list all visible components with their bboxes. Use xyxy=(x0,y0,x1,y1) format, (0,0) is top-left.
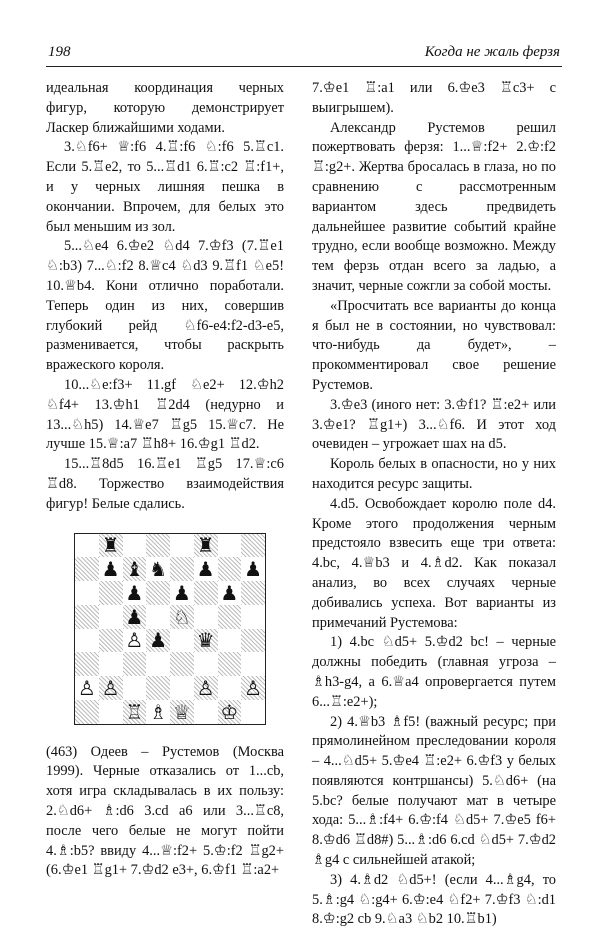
square-h8 xyxy=(241,534,265,558)
square-g1 xyxy=(218,700,242,724)
paragraph: 2) 4.♕b3 ♗f5! (важный ресурс; при прямолинейном преследовании короля – 4...♘d5+ 5.♔e4 ♖:e2+ 6.♔f3 у белых появляются контршансы) 5.♘d6+ (на 5.bc? белые получают мат в четыре хода: 5...♗:f4+ 6.♔:f4 ♘d5+ 7.♔e5 f6+ 8.♔d6 ♖d8#) 5...♗:d6 6.cd ♘d5+ 7.♔d2 ♗g4 с сильнейшей атакой; xyxy=(312,713,556,869)
square-f4 xyxy=(194,629,218,653)
chess-piece-icon: ♘ xyxy=(172,604,191,629)
left-column xyxy=(46,79,284,881)
square-g5 xyxy=(218,605,242,629)
square-d2 xyxy=(146,676,170,700)
chess-piece-icon: ♟ xyxy=(244,557,263,582)
square-g6 xyxy=(218,581,242,605)
square-a6 xyxy=(75,581,99,605)
square-b5 xyxy=(99,605,123,629)
paragraph: 4.d5. Освобождает королю поле d4. Кроме этого продолжения черным предстояло взвесить еще три ответа: 4.bc, 4.♕b3 и 4.♗d2. Как показал анализ, во всех случаях черные добивались успеха. Вот варианты из примечаний Рустемова: xyxy=(312,495,556,631)
running-title: Когда не жаль ферзя xyxy=(424,44,560,60)
square-e7 xyxy=(170,557,194,581)
chess-piece-icon: ♔ xyxy=(220,699,239,724)
paragraph: 3.♔e3 (иного нет: 3.♔f1? ♖:e2+ или 3.♔e1? ♖g1+) 3...♘f6. И этот ход очевиден – угрожает шах на d5. xyxy=(312,396,556,453)
square-f2 xyxy=(194,676,218,700)
chess-piece-icon: ♞ xyxy=(149,557,168,582)
paragraph: 7.♔e1 ♖:a1 или 6.♔e3 ♖c3+ с выигрышем). xyxy=(312,80,556,116)
square-g4 xyxy=(218,629,242,653)
square-d8 xyxy=(146,534,170,558)
square-a4 xyxy=(75,629,99,653)
paragraph: 5...♘e4 6.♔e2 ♘d4 7.♔f3 (7.♖e1 ♘:b3) 7...♘:f2 8.♕c4 ♘d3 9.♖f1 ♘e5! 10.♕b4. Кони отлично поработали. Теперь один из них, совершив глубокий рейд ♘f6-e4:f2-d3-e5, разменивается, чтобы раскрыть вражеского короля. xyxy=(46,238,284,374)
chess-piece-icon: ♟ xyxy=(196,557,215,582)
square-b2 xyxy=(99,676,123,700)
square-h2 xyxy=(241,676,265,700)
square-a7 xyxy=(75,557,99,581)
right-column xyxy=(312,79,556,930)
header-rule xyxy=(46,66,562,67)
square-a8 xyxy=(75,534,99,558)
square-h6 xyxy=(241,581,265,605)
square-a2 xyxy=(75,676,99,700)
paragraph: 1) 4.bc ♘d5+ 5.♔d2 bc! – черные должны победить (главная угроза – ♗h3-g4, а 6.♕a4 опровергается путем 6...♖:e2+); xyxy=(312,634,556,710)
chess-piece-icon: ♜ xyxy=(101,533,120,558)
square-h5 xyxy=(241,605,265,629)
square-f7 xyxy=(194,557,218,581)
paragraph: 15...♖8d5 16.♖e1 ♖g5 17.♕:c6 ♖d8. Торжество взаимодействия фигур! Белые сдались. xyxy=(46,456,284,512)
square-g8 xyxy=(218,534,242,558)
chess-piece-icon: ♟ xyxy=(125,604,144,629)
square-a3 xyxy=(75,652,99,676)
square-f1 xyxy=(194,700,218,724)
square-b3 xyxy=(99,652,123,676)
chess-piece-icon: ♟ xyxy=(172,580,191,605)
chess-board xyxy=(74,533,266,725)
square-b4 xyxy=(99,629,123,653)
square-b1 xyxy=(99,700,123,724)
paragraph: 3.♘f6+ ♕:f6 4.♖:f6 ♘:f6 5.♖c1. Если 5.♖e2, то 5...♖d1 6.♖:c2 ♖:f1+, и у черных лишняя пешка в окончании. Впрочем, для белых это был меньшим из зол. xyxy=(46,139,284,235)
chess-piece-icon: ♜ xyxy=(196,533,215,558)
square-f8 xyxy=(194,534,218,558)
paragraph: 3) 4.♗d2 ♘d5+! (если 4...♗g4, то 5.♗:g4 ♘:g4+ 6.♔:e4 ♘f2+ 7.♔f3 ♘:d1 8.♔:g2 cb 9.♘a3 ♘b2 10.♖b1) xyxy=(312,871,556,928)
chess-piece-icon: ♟ xyxy=(149,628,168,653)
square-c3 xyxy=(123,652,147,676)
square-a1 xyxy=(75,700,99,724)
square-h7 xyxy=(241,557,265,581)
chess-piece-icon: ♕ xyxy=(172,699,191,724)
square-e2 xyxy=(170,676,194,700)
paragraph: Александр Рустемов решил пожертвовать ферзя: 1...♕:f2+ 2.♔:f2 ♖:g2+. Жертва бросалась в глаза, но по сравнению с рассмотренным вариантом здесь предвидеть дальнейшее развитие событий крайне трудно, если вообще возможно. Между тем ферзь отдан всего за ладью, а значит, черные сожгли за собой мосты. xyxy=(312,119,556,294)
square-d5 xyxy=(146,605,170,629)
square-c8 xyxy=(123,534,147,558)
square-b7 xyxy=(99,557,123,581)
square-c5 xyxy=(123,605,147,629)
square-e1 xyxy=(170,700,194,724)
chess-piece-icon: ♛ xyxy=(196,628,215,653)
chess-piece-icon: ♙ xyxy=(101,675,120,700)
chess-piece-icon: ♟ xyxy=(125,580,144,605)
square-d4 xyxy=(146,629,170,653)
square-c6 xyxy=(123,581,147,605)
square-e5 xyxy=(170,605,194,629)
chess-diagram xyxy=(74,533,266,725)
square-f6 xyxy=(194,581,218,605)
square-d1 xyxy=(146,700,170,724)
page-number: 198 xyxy=(48,44,71,60)
square-d7 xyxy=(146,557,170,581)
square-g7 xyxy=(218,557,242,581)
square-h3 xyxy=(241,652,265,676)
square-h4 xyxy=(241,629,265,653)
square-g3 xyxy=(218,652,242,676)
square-d6 xyxy=(146,581,170,605)
square-c7 xyxy=(123,557,147,581)
square-g2 xyxy=(218,676,242,700)
square-c1 xyxy=(123,700,147,724)
chess-piece-icon: ♙ xyxy=(77,675,96,700)
square-f5 xyxy=(194,605,218,629)
chess-piece-icon: ♙ xyxy=(244,675,263,700)
square-c2 xyxy=(123,676,147,700)
paragraph: Король белых в опасности, но у них находится ресурс защиты. xyxy=(312,456,556,492)
square-a5 xyxy=(75,605,99,629)
paragraph: 10...♘e:f3+ 11.gf ♘e2+ 12.♔h2 ♘f4+ 13.♔h1 ♖2d4 (недурно и 13...♘h5) 14.♕e7 ♖g5 15.♕c7. Не лучше 15.♕:a7 ♖h8+ 16.♔g1 ♖d2. xyxy=(46,376,284,453)
chess-piece-icon: ♙ xyxy=(125,628,144,653)
chess-piece-icon: ♙ xyxy=(196,675,215,700)
chess-piece-icon: ♟ xyxy=(220,580,239,605)
paragraph: идеальная координация черных фигур, которую демонстрирует Ласкер ближайшими ходами. xyxy=(46,80,284,136)
chess-piece-icon: ♝ xyxy=(125,557,144,582)
square-d3 xyxy=(146,652,170,676)
square-e4 xyxy=(170,629,194,653)
square-e3 xyxy=(170,652,194,676)
chess-piece-icon: ♗ xyxy=(149,699,168,724)
square-f3 xyxy=(194,652,218,676)
square-e8 xyxy=(170,534,194,558)
chess-piece-icon: ♖ xyxy=(125,699,144,724)
square-e6 xyxy=(170,581,194,605)
game-heading-paragraph: (463) Одеев – Рустемов (Москва 1999). Черные отказались от 1...cb, хотя игра складывалась в их пользу: 2.♘d6+ ♗:d6 3.cd a6 или 3...♖c8, после чего белые не могут пойти 4.♗:b5? ввиду 4...♕:f2+ 5.♔:f2 ♖g2+ (6.♔e1 ♖g1+ 7.♔d2 e3+, 6.♔f1 ♖:a2+ xyxy=(46,743,284,879)
chess-piece-icon: ♟ xyxy=(101,557,120,582)
square-b6 xyxy=(99,581,123,605)
paragraph: «Просчитать все варианты до конца я был не в состоянии, но чувствовал: что-нибудь да будет», – прокомментировал свое решение Рустемов. xyxy=(312,297,556,393)
square-c4 xyxy=(123,629,147,653)
square-b8 xyxy=(99,534,123,558)
square-h1 xyxy=(241,700,265,724)
